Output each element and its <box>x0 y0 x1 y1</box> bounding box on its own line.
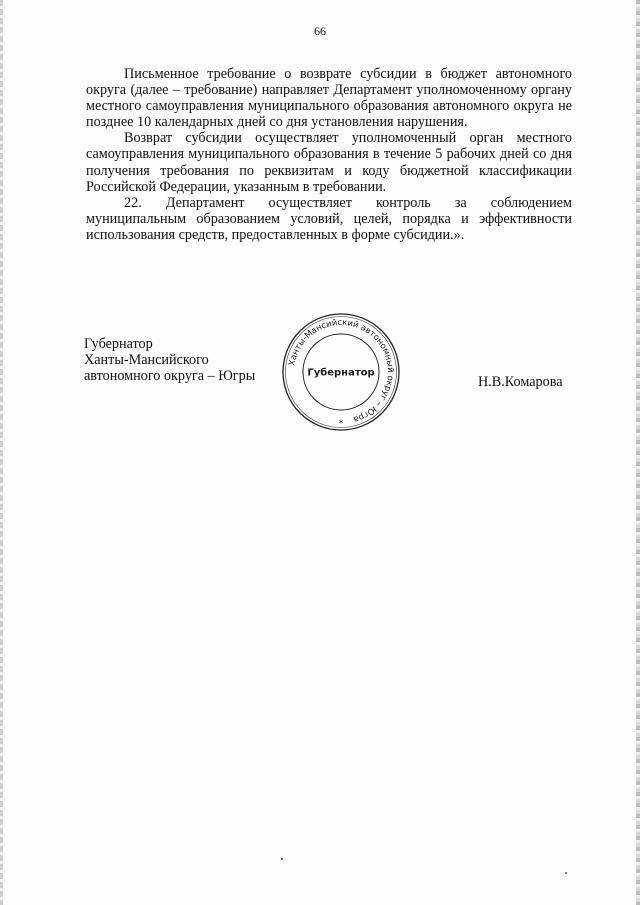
signatory-title-line: автономного округа – Югры <box>84 368 256 385</box>
signatory-title-line: Губернатор <box>84 336 153 352</box>
signatory-title-line: Ханты-Мансийского <box>84 352 209 369</box>
seal-star: * <box>338 419 344 429</box>
paragraph-return-demand: Письменное требование о возврате субсидии в бюджет автономного округа (далее – требование) направляет Департамент уполномоченному органу местного самоуправления муниципального образования автономного округа не позднее 10 календарных дней со дня установления нарушения. <box>86 66 572 131</box>
page-number: 66 <box>314 24 326 38</box>
seal-center-text: Губернатор <box>307 367 375 379</box>
official-seal <box>281 312 401 432</box>
signatory-name: Н.В.Комарова <box>478 374 563 390</box>
scan-left-edge <box>0 0 3 905</box>
paragraph-control: 22. Департамент осуществляет контроль за соблюдением муниципальным образованием условий, целей, порядка и эффективности использования средств, предоставленных в форме субсидии.». <box>86 194 572 243</box>
signatory-title <box>84 336 255 384</box>
scan-speck <box>565 872 567 874</box>
seal-ring-text: Ханты-Мансийский автономный округ – Югра <box>286 316 397 426</box>
scan-right-edge <box>636 0 640 905</box>
document-body <box>86 66 572 243</box>
paragraph-subsidy-return: Возврат субсидии осуществляет уполномоченный орган местного самоуправления муниципального образования в течение 5 рабочих дней со дня получения требования по реквизитам и коду бюджетной классификации Российской Федерации, указанным в требовании. <box>86 130 572 195</box>
scan-speck <box>281 858 283 860</box>
